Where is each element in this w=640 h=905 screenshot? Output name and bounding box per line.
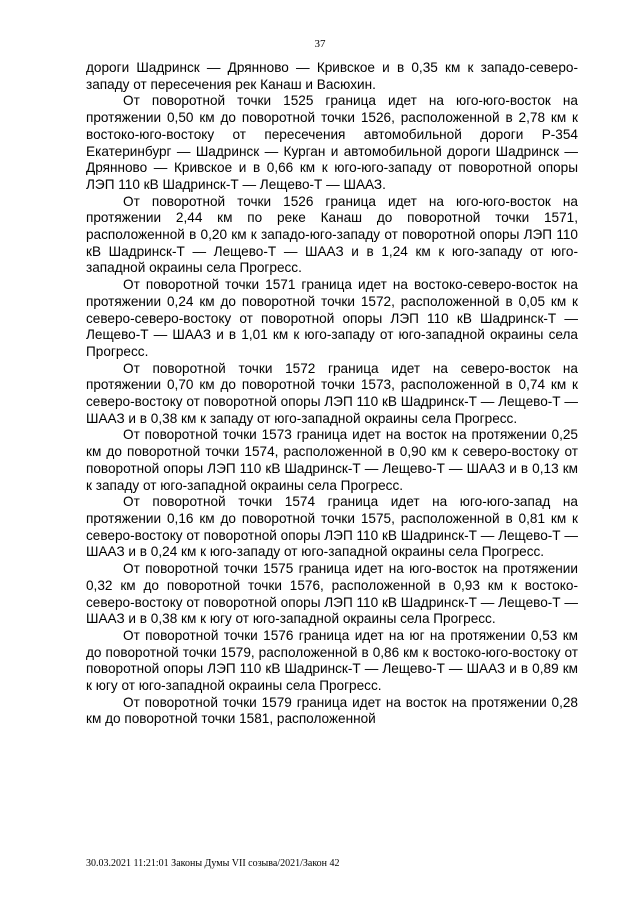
paragraph-4: От поворотной точки 1571 граница идет на востоко-северо-восток на протяжении 0,24 км до поворотной точки 1572, расположенной в 0,05 км к северо-северо-востоку от поворотной опоры ЛЭП 110 кВ Шадринск-Т — Лещево-Т — ШААЗ и в 1,01 км к юго-западу от юго-западной окраины села Прогресс. — [86, 277, 578, 359]
paragraph-2: От поворотной точки 1525 граница идет на юго-юго-восток на протяжении 0,50 км до поворотной точки 1526, расположенной в 2,78 км к востоко-юго-востоку от пересечения автомобильной дороги Р-354 Екатеринбург — Шадринск — Курган и автомобильной дороги Шадринск — Дрянново — Кривское и в 0,66 км к юго-юго-западу от поворотной опоры ЛЭП 110 кВ Шадринск-Т — Лещево-Т — ШААЗ. — [86, 93, 578, 192]
paragraph-3: От поворотной точки 1526 граница идет на юго-юго-восток на протяжении 2,44 км по реке Канаш до поворотной точки 1571, расположенной в 0,20 км к западо-юго-западу от поворотной опоры ЛЭП 110 кВ Шадринск-Т — Лещево-Т — ШААЗ и в 1,24 км к юго-западу от юго-западной окраины села Прогресс. — [86, 193, 578, 276]
document-body — [86, 60, 578, 728]
paragraph-10: От поворотной точки 1579 граница идет на восток на протяжении 0,28 км до поворотной точки 1581, расположенной — [86, 694, 578, 727]
paragraph-7: От поворотной точки 1574 граница идет на юго-юго-запад на протяжении 0,16 км до поворотной точки 1575, расположенной в 0,81 км к северо-востоку от поворотной опоры ЛЭП 110 кВ Шадринск-Т — Лещево-Т — ШААЗ и в 0,24 км к юго-западу от юго-западной окраины села Прогресс. — [86, 494, 578, 560]
page-number: 37 — [314, 38, 326, 50]
paragraph-1: дороги Шадринск — Дрянново — Кривское и в 0,35 км к западо-северо-западу от пересечения рек Канаш и Васюхин. — [86, 60, 578, 92]
paragraph-5: От поворотной точки 1572 граница идет на северо-восток на протяжении 0,70 км до поворотной точки 1573, расположенной в 0,74 км к северо-востоку от поворотной опоры ЛЭП 110 кВ Шадринск-Т — Лещево-Т — ШААЗ и в 0,38 км к западу от юго-западной окраины села Прогресс. — [86, 360, 578, 426]
paragraph-8: От поворотной точки 1575 граница идет на юго-восток на протяжении 0,32 км до поворотной точки 1576, расположенной в 0,93 км к востоко-северо-востоку от поворотной опоры ЛЭП 110 кВ Шадринск-Т — Лещево-Т — ШААЗ и в 0,38 км к югу от юго-западной окраины села Прогресс. — [86, 561, 578, 627]
document-footer: 30.03.2021 11:21:01 Законы Думы VII созыва/2021/Закон 42 — [86, 858, 340, 869]
paragraph-9: От поворотной точки 1576 граница идет на юг на протяжении 0,53 км до поворотной точки 1579, расположенной в 0,86 км к востоко-юго-востоку от поворотной опоры ЛЭП 110 кВ Шадринск-Т — Лещево-Т — ШААЗ и в 0,89 км к югу от юго-западной окраины села Прогресс. — [86, 627, 578, 694]
paragraph-6: От поворотной точки 1573 граница идет на восток на протяжении 0,25 км до поворотной точки 1574, расположенной в 0,90 км к северо-востоку от поворотной опоры ЛЭП 110 кВ Шадринск-Т — Лещево-Т — ШААЗ и в 0,13 км к западу от юго-западной окраины села Прогресс. — [86, 427, 578, 493]
